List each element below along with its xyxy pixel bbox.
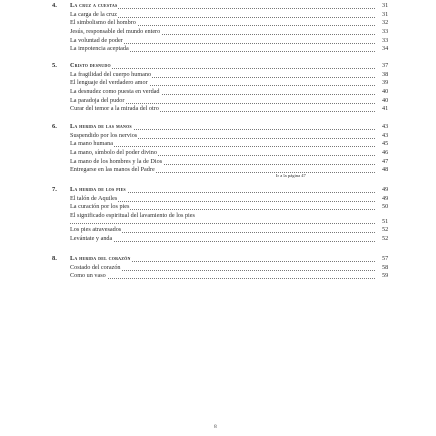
entry-title: La impotencia aceptada <box>70 45 129 53</box>
entry-title: El lenguaje del verdadero amor <box>70 79 148 87</box>
entry-title: El talón de Aquiles <box>70 194 118 202</box>
entry-page-number: 46 <box>382 149 389 157</box>
toc-entry[interactable] <box>70 71 400 80</box>
entry-title: Los pies atravesados <box>70 226 122 234</box>
entry-page-number: 40 <box>382 96 389 104</box>
entry-page-number: 45 <box>382 140 389 148</box>
entry-page-number: 52 <box>382 234 389 242</box>
entry-page-number: 47 <box>382 157 389 165</box>
leader-dots <box>70 278 375 279</box>
entry-title: Levántate y anda <box>70 234 113 242</box>
entry-page-number: 31 <box>382 10 389 18</box>
entry-page-number: 51 <box>382 218 389 226</box>
toc-entry[interactable] <box>70 105 400 114</box>
entry-title: La voluntad de poder <box>70 36 123 44</box>
entry-list <box>70 186 400 243</box>
entry-page-number: 48 <box>382 166 389 174</box>
entry-title: El simbolismo del hombro <box>70 19 136 27</box>
chapter-title-entry[interactable] <box>70 123 400 132</box>
toc-entry[interactable] <box>70 28 400 37</box>
toc-entry[interactable] <box>70 166 400 179</box>
entry-list <box>70 62 400 114</box>
entry-title: La fragilidad del cuerpo humano <box>70 70 152 78</box>
entry-page-number: 33 <box>382 36 389 44</box>
chapter-title-entry[interactable] <box>70 255 400 264</box>
entry-title: Costado del corazón <box>70 263 121 271</box>
entry-title: Entregarse en las manos del Padre <box>70 166 155 174</box>
chapter-number: 7. <box>52 186 57 193</box>
toc-entry[interactable] <box>70 11 400 20</box>
toc-entry[interactable] <box>70 158 400 167</box>
entry-title: Como un vaso <box>70 272 106 280</box>
leader-dots <box>70 223 375 224</box>
toc-entry[interactable] <box>70 272 400 281</box>
entry-list <box>70 2 400 54</box>
chapter-title-entry[interactable] <box>70 186 400 195</box>
entry-list <box>70 255 400 281</box>
toc-entry[interactable] <box>70 212 400 226</box>
toc-entry[interactable] <box>70 235 400 244</box>
toc-entry[interactable] <box>70 88 400 97</box>
toc-entry[interactable] <box>70 132 400 141</box>
toc-entry[interactable] <box>70 195 400 204</box>
chapter-number: 8. <box>52 255 57 262</box>
entry-title: La mano humana <box>70 140 113 148</box>
toc-entry[interactable] <box>70 37 400 46</box>
entry-title: La desnudez como puesta en verdad <box>70 88 160 96</box>
entry-page-number: 57 <box>382 255 389 262</box>
entry-page-number: 43 <box>382 131 389 139</box>
chapter-title-entry[interactable] <box>70 62 400 71</box>
entry-title: La mano, símbolo del poder divino <box>70 149 157 157</box>
entry-title: Jesús, responsable del mundo entero <box>70 28 161 36</box>
toc-entry[interactable] <box>70 149 400 158</box>
entry-title: La carga de la cruz <box>70 10 117 18</box>
entry-title: La paradoja del pudor <box>70 96 125 104</box>
toc-entry[interactable] <box>70 79 400 88</box>
entry-page-number: 52 <box>382 226 389 234</box>
page-link-tooltip[interactable]: Ir a la página 47 <box>276 173 306 179</box>
entry-page-number: 38 <box>382 70 389 78</box>
entry-title: Suspendido por los nervios <box>70 131 138 139</box>
entry-title: La herida del corazón <box>70 255 131 262</box>
toc-entry[interactable] <box>70 97 400 106</box>
entry-page-number: 49 <box>382 194 389 202</box>
chapter-title-entry[interactable] <box>70 2 400 11</box>
entry-page-number: 37 <box>382 62 389 69</box>
chapter-number: 6. <box>52 123 57 130</box>
entry-title: La cruz a cuestas <box>70 2 118 9</box>
entry-page-number: 58 <box>382 263 389 271</box>
toc-entry[interactable] <box>70 45 400 54</box>
entry-page-number: 39 <box>382 79 389 87</box>
entry-page-number: 43 <box>382 123 389 130</box>
toc-entry[interactable] <box>70 226 400 235</box>
entry-list <box>70 123 400 179</box>
entry-page-number: 33 <box>382 28 389 36</box>
entry-title: El significado espiritual del lavamiento de los pies <box>70 212 241 219</box>
entry-page-number: 31 <box>382 2 389 9</box>
leader-dots <box>70 68 375 69</box>
entry-title: La mano de los hombres y la de Dios <box>70 157 163 165</box>
entry-page-number: 50 <box>382 203 389 211</box>
toc-entry[interactable] <box>70 140 400 149</box>
entry-page-number: 40 <box>382 88 389 96</box>
entry-title: La curación por los pies <box>70 203 130 211</box>
entry-title: La herida de las manos <box>70 123 132 130</box>
toc-entry[interactable] <box>70 19 400 28</box>
toc-entry[interactable] <box>70 203 400 212</box>
entry-title: La herida de los pies <box>70 186 126 193</box>
leader-dots <box>70 146 375 147</box>
chapter-number: 4. <box>52 2 57 9</box>
entry-page-number: 49 <box>382 186 389 193</box>
toc-entry[interactable] <box>70 264 400 273</box>
leader-dots <box>70 241 375 242</box>
entry-title: Cristo desnudo <box>70 62 111 69</box>
page-number: 8 <box>214 424 217 430</box>
entry-page-number: 41 <box>382 105 389 113</box>
entry-page-number: 59 <box>382 272 389 280</box>
entry-page-number: 34 <box>382 45 389 53</box>
entry-page-number: 32 <box>382 19 389 27</box>
chapter-number: 5. <box>52 62 57 69</box>
entry-title: Curar del temor a la mirada del otro <box>70 105 159 113</box>
